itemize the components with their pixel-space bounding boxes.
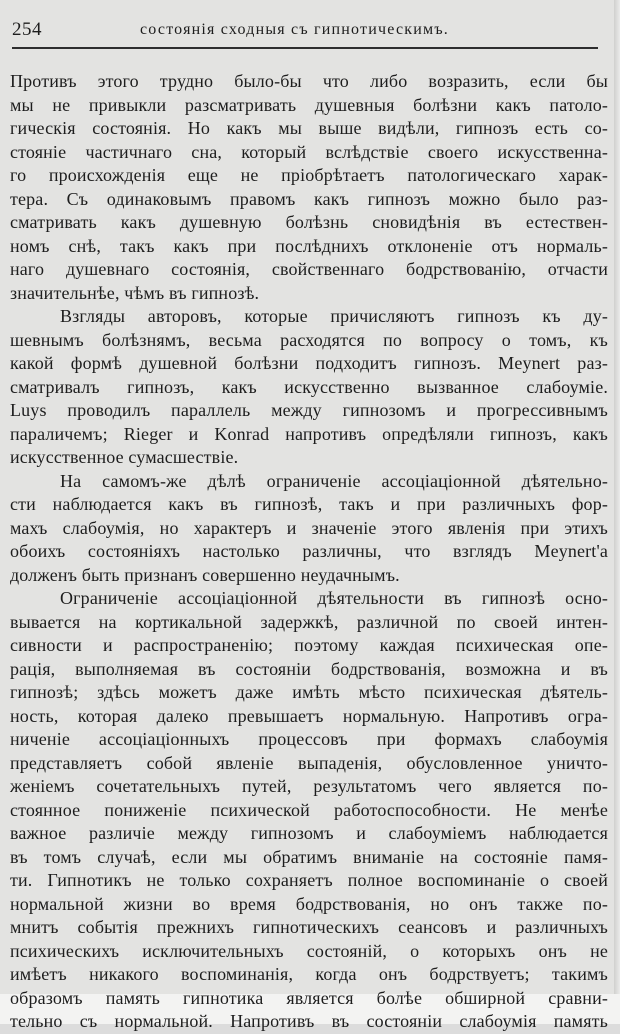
text-line: обоихъ состояніяхъ настолько различны, что взглядъ Meynert'а [10, 541, 608, 561]
text-line: тера. Съ одинаковымъ правомъ какъ гипнозъ можно было раз- [10, 188, 608, 209]
text-line: въ томъ случаѣ, если мы обратимъ вниманіе на состояніе памя- [10, 846, 608, 867]
text-line: го происхожденія еще не пріобрѣтаетъ патологическаго харак- [10, 165, 608, 185]
text-line: важное различіе между гипнозомъ и слабоуміемъ наблюдается [10, 823, 608, 843]
text-line: нормальной жизни во время бодрствованія, но онъ также по- [10, 893, 608, 914]
text-line: сивности и распространенію; поэтому каждая психическая опе- [10, 635, 608, 655]
text-line: ти. Гипнотикъ не только сохраняетъ полное воспоминаніе о своей [10, 870, 608, 890]
text-line: рація, выполняемая въ состояніи бодрствованія, возможна и въ [10, 658, 608, 679]
paragraph [10, 587, 608, 1034]
text-line: На самомъ-же дѣлѣ ограниченіе ассоціаціонной дѣятельно- [60, 470, 608, 491]
text-line: женіемъ сочетательныхъ путей, результатомъ чего является по- [10, 776, 608, 796]
paragraph [10, 470, 608, 588]
text-line: представляетъ собой явленіе выпаденія, обусловленное уничто- [10, 752, 608, 773]
text-line: сматривать какъ душевную болѣзнь сновидѣнія въ естествен- [10, 212, 608, 232]
scan-edge [614, 0, 620, 1024]
text-line: ниченіе ассоціаціонныхъ процессовъ при формахъ слабоумія [10, 729, 608, 749]
text-line: стояніе частичнаго сна, который вслѣдствіе своего искусственна- [10, 141, 608, 162]
text-line: мы не привыкли разсматривать душевныя болѣзни какъ патоло- [10, 94, 608, 115]
header-rule [12, 47, 598, 49]
text-line: психическихъ исключительныхъ состояній, о которыхъ онъ не [10, 940, 608, 961]
text-line: образомъ память гипнотика является болѣе обширной сравни- [10, 987, 608, 1008]
text-line: сти наблюдается какъ въ гипнозѣ, такъ и при различныхъ фор- [10, 494, 608, 514]
text-line: Luys проводилъ параллель между гипнозомъ и прогрессивнымъ [10, 400, 608, 420]
text-line: Ограниченіе ассоціаціонной дѣятельности въ гипнозѣ осно- [60, 588, 608, 608]
paragraph [10, 70, 608, 305]
text-line: долженъ быть признанъ совершенно неудачнымъ. [10, 564, 400, 585]
text-line: имѣетъ никакого воспоминанія, когда онъ бодрствуетъ; такимъ [10, 964, 608, 984]
text-line: мнитъ событія прежнихъ гипнотическихъ сеансовъ и различныхъ [10, 917, 608, 937]
text-line: значительнѣе, чѣмъ въ гипнозѣ. [10, 282, 260, 303]
body-text [10, 70, 608, 1034]
text-line: ность, которая далеко превышаетъ нормальную. Напротивъ огра- [10, 705, 608, 726]
text-line: Противъ этого трудно было-бы что либо возразить, если бы [10, 71, 608, 91]
paragraph [10, 305, 608, 470]
page-number: 254 [12, 19, 42, 40]
text-line: сматривалъ гипнозъ, какъ искусственно вызванное слабоуміе. [10, 376, 608, 397]
text-line: шевнымъ болѣзнямъ, весьма расходятся по вопросу о томъ, къ [10, 329, 608, 350]
text-line: стоянное пониженіе психической работоспособности. Не менѣе [10, 799, 608, 820]
text-line: махъ слабоумія, но характеръ и значеніе этого явленія при этихъ [10, 517, 608, 538]
text-line: гическія состоянія. Но какъ мы выше видѣли, гипнозъ есть со- [10, 118, 608, 138]
text-line: параличемъ; Rieger и Konrad напротивъ опредѣляли гипнозъ, какъ [10, 423, 608, 444]
text-line: гипнозѣ; здѣсь можетъ даже имѣть мѣсто психическая дѣятель- [10, 682, 608, 702]
text-line: наго душевнаго состоянія, свойственнаго бодрствованію, отчасти [10, 259, 608, 279]
text-line: какой формѣ душевной болѣзни подходитъ гипнозъ. Meynert раз- [10, 353, 608, 373]
text-line: искусственное сумасшествіе. [10, 447, 239, 467]
text-line: тельно съ нормальной. Напротивъ въ состояніи слабоумія память [10, 1011, 608, 1031]
running-head [12, 19, 598, 45]
running-title: состоянія сходныя съ гипнотическимъ. [140, 21, 449, 38]
text-line: вывается на кортикальной задержкѣ, различной по своей интен- [10, 611, 608, 632]
text-line: Взгляды авторовъ, которые причисляютъ гипнозъ къ ду- [60, 306, 608, 326]
text-line: номъ снѣ, такъ какъ при послѣднихъ отклоненіе отъ нормаль- [10, 235, 608, 256]
